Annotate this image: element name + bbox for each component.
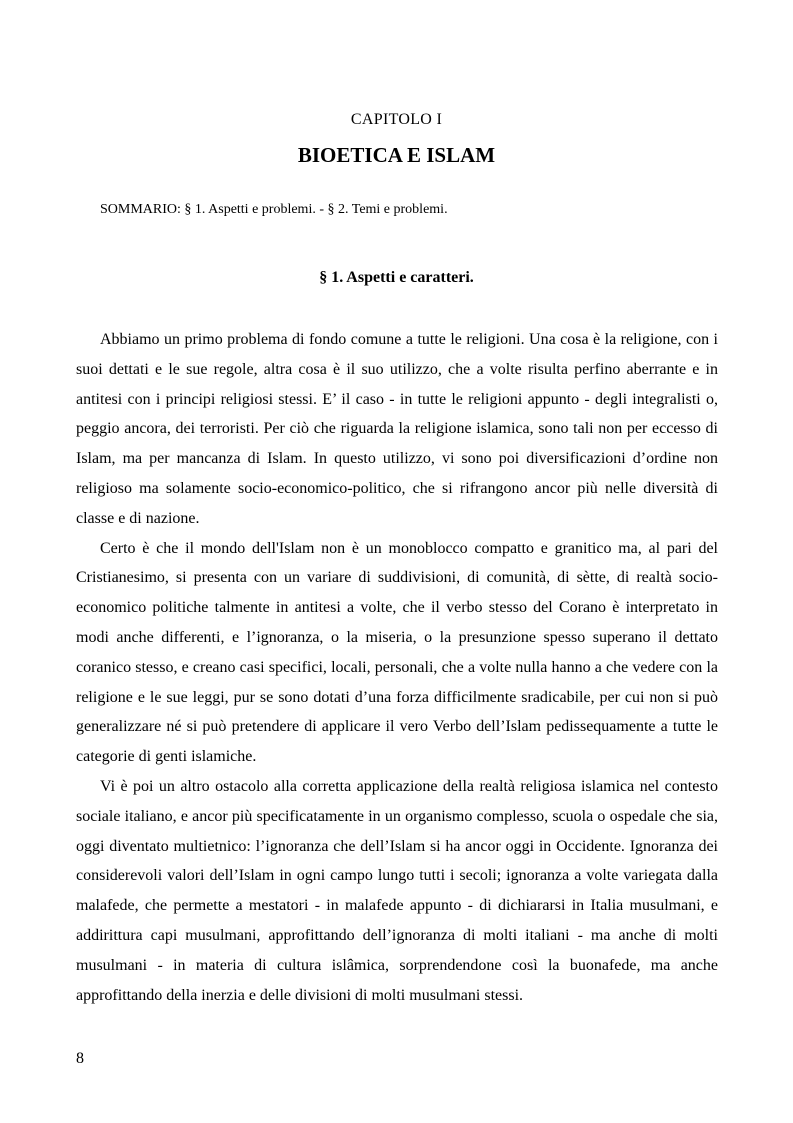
body-text — [76, 325, 718, 1010]
section-heading: § 1. Aspetti e caratteri. — [319, 269, 474, 286]
paragraph-2: Certo è che il mondo dell'Islam non è un monoblocco compatto e granitico ma, al pari del Cristianesimo, si presenta con un variare di suddivisioni, di comunità, di sètte, di realtà socio-economico politiche talmente in antitesi a volte, che il verbo stesso del Corano è interpretato in modi anche differenti, e l’ignoranza, o la miseria, o la presunzione spesso superano il dettato coranico stesso, e creano casi specifici, locali, personali, che a volte nulla hanno a che vedere con la religione e le sue leggi, pur se sono dotati d’una forza difficilmente sradicabile, per cui non si può generalizzare né si può pretendere di applicare il vero Verbo dell’Islam pedissequamente a tutte le categorie di genti islamiche. — [76, 539, 718, 766]
page-number: 8 — [76, 1050, 84, 1067]
chapter-title: BIOETICA E ISLAM — [297, 143, 496, 167]
chapter-label: CAPITOLO I — [350, 111, 443, 128]
paragraph-3: Vi è poi un altro ostacolo alla corretta applicazione della realtà religiosa islamica nel contesto sociale italiano, e ancor più specificatamente in un organismo complesso, scuola o ospedale che sia, oggi diventato multietnico: l’ignoranza che dell’Islam si ha ancor oggi in Occidente. Ignoranza dei considerevoli valori dell’Islam in ogni campo lungo tutti i secoli; ignoranza a volte variegata dalla malafede, che permette a mestatori - in malafede appunto - di dichiararsi in Italia musulmani, e addirittura capi musulmani, approfittando dell’ignoranza di molti italiani - ma anche di molti musulmani - in materia di cultura islâmica, sorprendendone così la buonafede, ma anche approfittando della inerzia e delle divisioni di molti musulmani stessi. — [76, 777, 718, 1004]
paragraph-1: Abbiamo un primo problema di fondo comune a tutte le religioni. Una cosa è la religione, con i suoi dettati e le sue regole, altra cosa è il suo utilizzo, che a volte risulta perfino aberrante e in antitesi con i principi religiosi stessi. E’ il caso - in tutte le religioni appunto - degli integralisti o, peggio ancora, dei terroristi. Per ciò che riguarda la religione islamica, sono tali non per eccesso di Islam, ma per mancanza di Islam. In questo utilizzo, vi sono poi diversificazioni d’ordine non religioso ma solamente socio-economico-politico, che si rifrangono ancor più nelle diversità di classe e di nazione. — [76, 331, 718, 527]
chapter-summary: SOMMARIO: § 1. Aspetti e problemi. - § 2. Temi e problemi. — [100, 202, 448, 217]
